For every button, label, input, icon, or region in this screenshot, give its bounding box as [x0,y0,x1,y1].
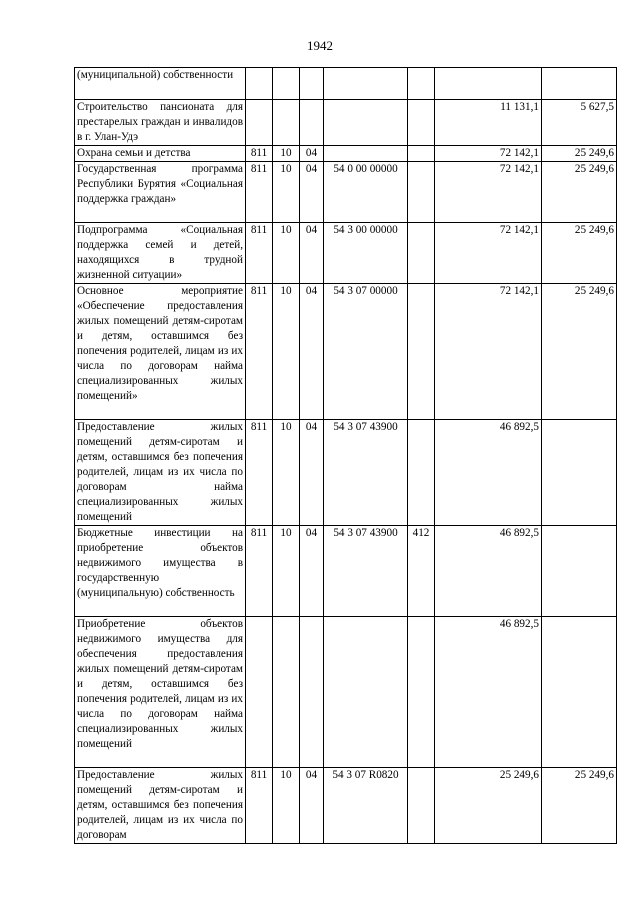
ministry-code [246,100,273,146]
table-row [75,223,617,284]
subsection-code [300,68,324,100]
amount-column-1: 72 142,1 [435,146,542,162]
target-code: 54 0 00 00000 [324,162,408,223]
row-name: Основное мероприятие «Обеспечение предоставления жилых помещений детям-сиротам и детям, оставшимся без попечения родителей, лицам из их числа по договорам найма специализированных жилых помещений» [75,284,246,420]
table-row [75,100,617,146]
expense-type-code [408,420,435,526]
table-row [75,617,617,768]
target-code [324,146,408,162]
amount-column-2 [542,526,617,617]
row-name: Предоставление жилых помещений детям-сиротам и детям, оставшимся без попечения родителей, лицам из их числа по договорам [75,768,246,844]
row-name: (муниципальной) собственности [75,68,246,100]
amount-column-1: 46 892,5 [435,617,542,768]
amount-column-1: 72 142,1 [435,223,542,284]
expense-type-code [408,284,435,420]
amount-column-2: 25 249,6 [542,768,617,844]
page-number: 1942 [307,38,333,53]
subsection-code: 04 [300,162,324,223]
ministry-code: 811 [246,420,273,526]
expense-type-code: 412 [408,526,435,617]
subsection-code: 04 [300,768,324,844]
expense-type-code [408,68,435,100]
expense-type-code [408,146,435,162]
row-name: Охрана семьи и детства [75,146,246,162]
subsection-code: 04 [300,526,324,617]
table-row [75,768,617,844]
ministry-code: 811 [246,162,273,223]
expense-type-code [408,162,435,223]
subsection-code: 04 [300,420,324,526]
expense-type-code [408,617,435,768]
subsection-code: 04 [300,284,324,420]
section-code: 10 [273,768,300,844]
target-code: 54 3 00 00000 [324,223,408,284]
amount-column-1: 11 131,1 [435,100,542,146]
target-code: 54 3 07 43900 [324,526,408,617]
ministry-code: 811 [246,768,273,844]
section-code [273,100,300,146]
subsection-code: 04 [300,223,324,284]
amount-column-2 [542,68,617,100]
section-code: 10 [273,420,300,526]
row-name: Приобретение объектов недвижимого имущества для обеспечения предоставления жилых помещений детям-сиротам и детям, оставшимся без попечения родителей, лицам из их числа по договорам найма специализированных жилых помещений [75,617,246,768]
table-row [75,68,617,100]
amount-column-1 [435,68,542,100]
row-name: Строительство пансионата для престарелых граждан и инвалидов в г. Улан-Удэ [75,100,246,146]
ministry-code [246,617,273,768]
target-code [324,68,408,100]
expense-type-code [408,223,435,284]
target-code: 54 3 07 43900 [324,420,408,526]
ministry-code: 811 [246,526,273,617]
expense-type-code [408,768,435,844]
amount-column-1: 25 249,6 [435,768,542,844]
amount-column-2: 25 249,6 [542,162,617,223]
table-row [75,526,617,617]
table-row [75,162,617,223]
row-name: Предоставление жилых помещений детям-сиротам и детям, оставшимся без попечения родителей, лицам из их числа по договорам найма специализированных жилых помещений [75,420,246,526]
ministry-code [246,68,273,100]
section-code: 10 [273,146,300,162]
section-code: 10 [273,526,300,617]
subsection-code [300,617,324,768]
amount-column-1: 46 892,5 [435,420,542,526]
amount-column-2: 5 627,5 [542,100,617,146]
row-name: Государственная программа Республики Бурятия «Социальная поддержка граждан» [75,162,246,223]
amount-column-1: 46 892,5 [435,526,542,617]
amount-column-1: 72 142,1 [435,162,542,223]
table-row [75,146,617,162]
section-code [273,68,300,100]
table-row [75,420,617,526]
section-code [273,617,300,768]
target-code: 54 3 07 00000 [324,284,408,420]
budget-table [74,67,617,844]
ministry-code: 811 [246,284,273,420]
section-code: 10 [273,223,300,284]
subsection-code [300,100,324,146]
amount-column-2: 25 249,6 [542,146,617,162]
expense-type-code [408,100,435,146]
amount-column-2: 25 249,6 [542,223,617,284]
target-code: 54 3 07 R0820 [324,768,408,844]
row-name: Подпрограмма «Социальная поддержка семей и детей, находящихся в трудной жизненной ситуации» [75,223,246,284]
table-row [75,284,617,420]
amount-column-2 [542,617,617,768]
row-name: Бюджетные инвестиции на приобретение объектов недвижимого имущества в государственную (муниципальную) собственность [75,526,246,617]
section-code: 10 [273,162,300,223]
section-code: 10 [273,284,300,420]
amount-column-2 [542,420,617,526]
amount-column-2: 25 249,6 [542,284,617,420]
ministry-code: 811 [246,223,273,284]
amount-column-1: 72 142,1 [435,284,542,420]
target-code [324,617,408,768]
subsection-code: 04 [300,146,324,162]
target-code [324,100,408,146]
ministry-code: 811 [246,146,273,162]
